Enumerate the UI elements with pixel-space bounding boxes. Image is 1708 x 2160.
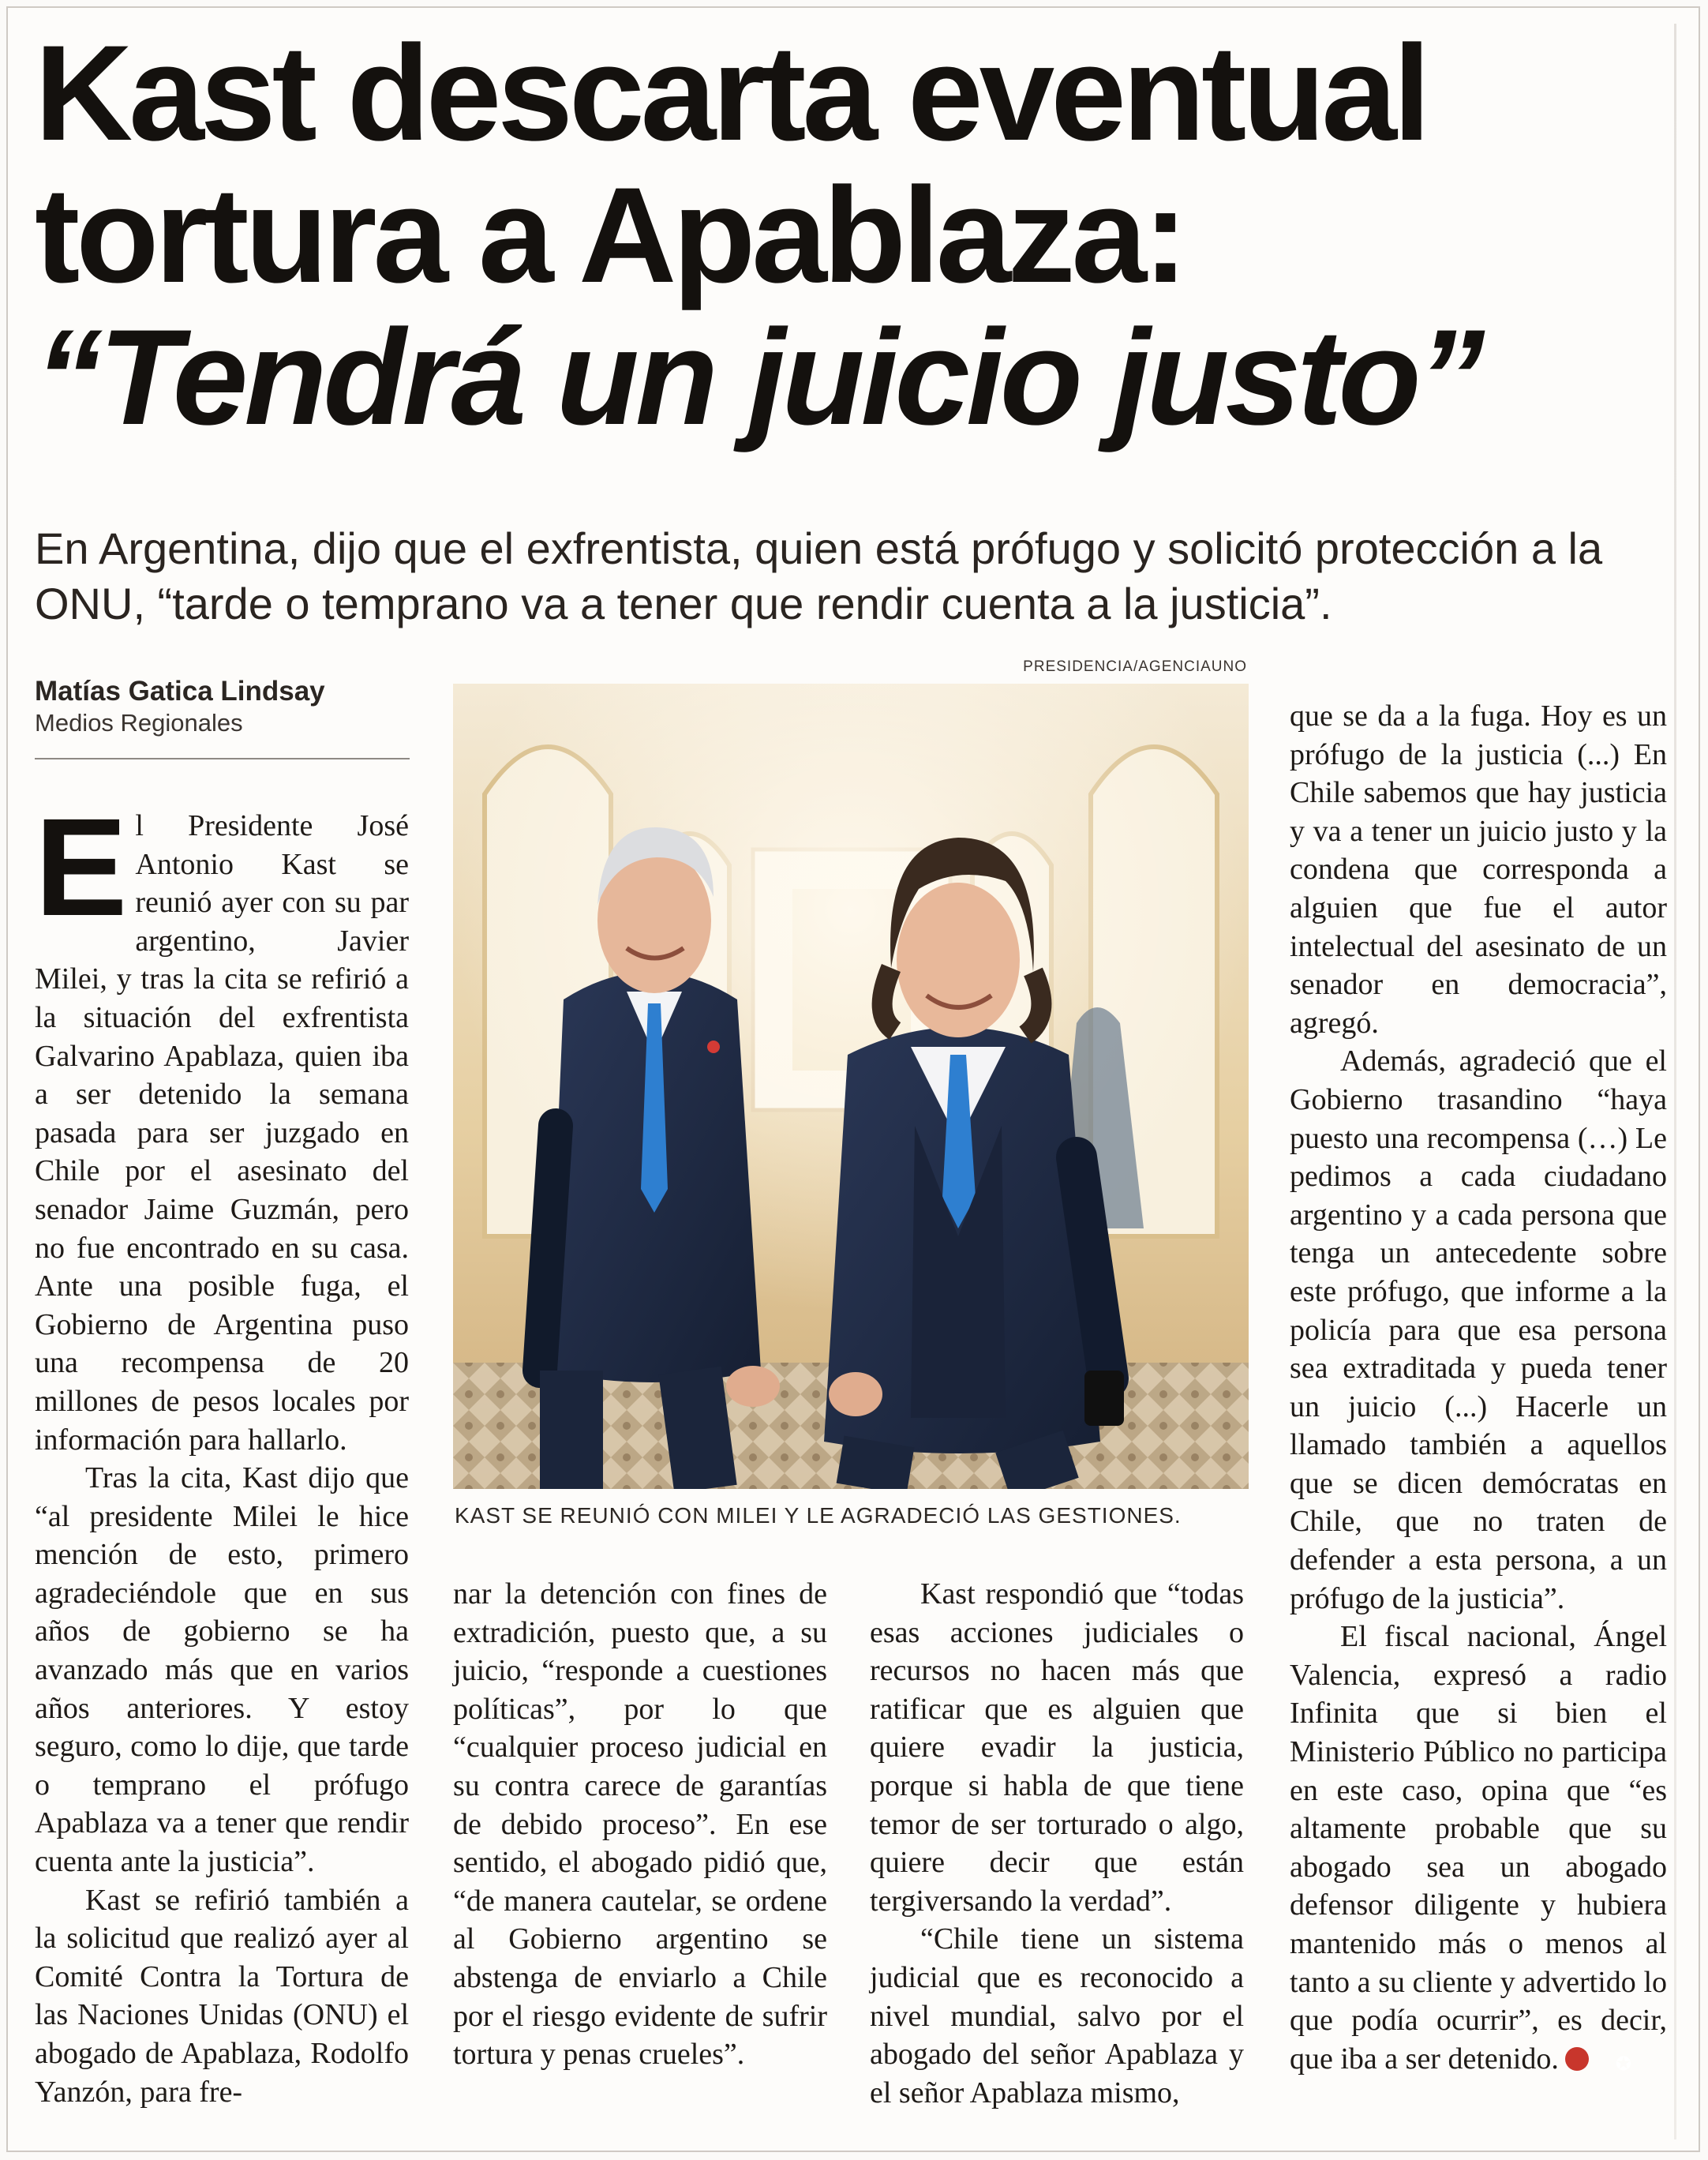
headline-line-2: tortura a Apablaza: [35, 159, 1185, 311]
byline-outlet: Medios Regionales [35, 709, 243, 737]
article-column-3 [870, 1575, 1244, 2112]
article-column-1 [35, 790, 409, 2111]
headline-quote: “Tendrá un juicio justo” [35, 302, 1481, 453]
article-paragraph-3-start: Kast se refirió también a la solicitud que realizó ayer al Comité Contra la Tortura de las Naciones Unidas (ONU) el abogado de Apablaza, Rodolfo Yanzón, para fre- [35, 1883, 409, 2109]
article-paragraph-1 [35, 790, 409, 1459]
article-paragraph-4: Kast respondió que “todas esas acciones judiciales o recursos no hacen más que ratificar que es alguien que quiere evadir la justicia, porque si habla de que tiene temor de ser torturado o algo, quiere decir que están tergiversando la verdad”. [870, 1577, 1244, 1918]
paragraph-text: l Presidente José Antonio Kast se reunió ayer con su par argentino, Javier Milei, y tras la cita se refirió a la situación del exfrentista Galvarino Apablaza, quien iba a ser detenido la semana pasada para ser juzgado en Chile por el asesinato del senador Jaime Guzmán, pero no fue encontrado en su casa. Ante una posible fuga, el Gobierno de Argentina puso una recompensa de 20 millones de pesos locales por información para hallarlo. [35, 809, 409, 1457]
article-paragraph-5-end: que se da a la fuga. Hoy es un prófugo de la justicia (...) En Chile sabemos que hay justicia y va a tener un juicio justo y la condena que corresponda a alguien que fue el autor intelectual del asesinato de un senador en democracia”, agregó. [1290, 699, 1667, 1040]
photo-credit: PRESIDENCIA/AGENCIAUNO [1023, 658, 1247, 675]
column-rule [1674, 24, 1676, 2139]
paragraph-text: El fiscal nacional, Ángel Valencia, expresó a radio Infinita que si bien el Ministerio Público no participa en este caso, opina que “es altamente probable que su abogado sea un abogado defensor diligente y hubiera mantenido más o menos al tanto a su cliente y advertido lo que podía ocurrir”, es decir, que iba a ser detenido. [1290, 1620, 1667, 2076]
article-paragraph-3-end: nar la detención con fines de extradición, puesto que, a su juicio, “responde a cuestiones políticas”, por lo que “cualquier proceso judicial en su contra carece de garantías de debido proceso”. En ese sentido, el abogado pidió que, “de manera cautelar, se ordene al Gobierno argentino se abstenga de enviarlo a Chile por el riesgo evidente de sufrir tortura y penas crueles”. [453, 1577, 827, 2072]
article-paragraph-7 [1290, 1618, 1667, 2078]
byline-author: Matías Gatica Lindsay [35, 676, 325, 707]
headline [35, 17, 1661, 453]
byline-rule [35, 758, 410, 759]
byline [35, 675, 410, 738]
photo-illustration [453, 684, 1249, 1489]
headline-line-1: Kast descarta eventual [35, 17, 1427, 169]
deck: En Argentina, dijo que el exfrentista, quien está prófugo y solicitó protección a la ONU, “tarde o temprano va a tener que rendir cuenta a la justicia”. [35, 523, 1603, 628]
article-paragraph-6: Además, agradeció que el Gobierno trasandino “haya puesto una recompensa (…) Le pedimos a cada ciudadano argentino y a cada persona que tenga un antecedente sobre este prófugo, que informe a la policía para que esa persona sea extraditada y pueda tener un juicio (...) Hacerle un llamado también a aquellos que se dicen demócratas en Chile, que no traten de defender a esta persona, a un prófugo de la justicia”. [1290, 1044, 1667, 1615]
article-paragraph-5-start: “Chile tiene un sistema judicial que es reconocido a nivel mundial, salvo por el abogado del señor Apablaza y el señor Apablaza mismo, [870, 1922, 1244, 2109]
end-mark-icon [1565, 2047, 1589, 2071]
news-photo [453, 684, 1249, 1489]
article-column-2 [453, 1575, 827, 2074]
photo-caption: KAST SE REUNIÓ CON MILEI Y LE AGRADECIÓ LAS GESTIONES. [455, 1503, 1182, 1528]
article-column-4 [1290, 697, 1667, 2078]
article-paragraph-2: Tras la cita, Kast dijo que “al presidente Milei le hice mención de esto, primero agradeciéndole que en sus años de gobierno se ha avanzado más que en varios años anteriores. Y estoy seguro, como lo dije, que tarde o temprano el prófugo Apablaza va a tener que rendir cuenta ante la justicia”. [35, 1461, 409, 1879]
dropcap: E [35, 790, 128, 945]
